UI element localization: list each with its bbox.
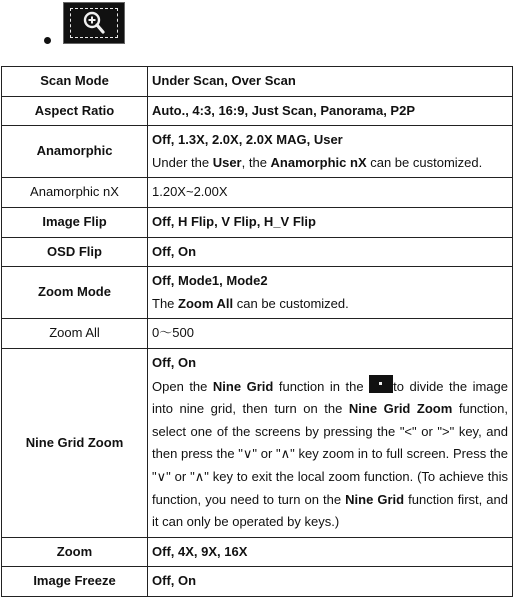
row-value (148, 267, 513, 319)
row-label: Zoom Mode (2, 267, 148, 319)
table-row (2, 567, 513, 597)
row-value: 0～500 (148, 319, 513, 349)
row-label: Anamorphic nX (2, 178, 148, 208)
row-label: Image Freeze (2, 567, 148, 597)
row-label: Zoom (2, 537, 148, 567)
table-row (2, 319, 513, 349)
row-label: Anamorphic (2, 126, 148, 178)
nine-grid-icon (369, 375, 393, 393)
row-value: Off, H Flip, V Flip, H_V Flip (148, 207, 513, 237)
table-row (2, 67, 513, 97)
table-row (2, 237, 513, 267)
table-row (2, 207, 513, 237)
description-text: Open the Nine Grid function in the to divide the image into nine grid, then turn on the Nine Grid Zoom function, select one of the screens by pressing the "<" or ">" key, and then press the "∨" or "∧" key zoom in to full screen. Press the "∨" or "∧" key to exit the local zoom function. (To achieve this function, you need to turn on the Nine Grid function first, and it can only be operated by keys.) (152, 375, 508, 534)
table-row (2, 537, 513, 567)
row-label: Nine Grid Zoom (2, 348, 148, 537)
row-value: Off, 4X, 9X, 16X (148, 537, 513, 567)
options-text: Off, 1.3X, 2.0X, 2.0X MAG, User (152, 132, 343, 148)
row-value: Off, On (148, 237, 513, 267)
row-label: OSD Flip (2, 237, 148, 267)
table-row (2, 96, 513, 126)
row-label: Aspect Ratio (2, 96, 148, 126)
row-label: Scan Mode (2, 67, 148, 97)
nine-grid-zoom-icon (63, 2, 125, 44)
note-text: The Zoom All can be customized. (152, 295, 349, 311)
row-value: Off, On (148, 567, 513, 597)
table-row (2, 267, 513, 319)
row-value (148, 126, 513, 178)
list-bullet (44, 37, 51, 44)
row-label: Zoom All (2, 319, 148, 349)
row-label: Image Flip (2, 207, 148, 237)
table-row (2, 178, 513, 208)
row-value: Auto., 4:3, 16:9, Just Scan, Panorama, P2P (148, 96, 513, 126)
row-value: Under Scan, Over Scan (148, 67, 513, 97)
table-row (2, 348, 513, 537)
row-value (148, 348, 513, 537)
row-value: 1.20X~2.00X (148, 178, 513, 208)
options-text: Off, Mode1, Mode2 (152, 273, 268, 289)
options-text: Off, On (152, 354, 197, 370)
note-text: Under the User, the Anamorphic nX can be customized. (152, 154, 483, 170)
spec-table (1, 66, 513, 597)
magnifier-plus-icon (82, 10, 106, 36)
table-row (2, 126, 513, 178)
